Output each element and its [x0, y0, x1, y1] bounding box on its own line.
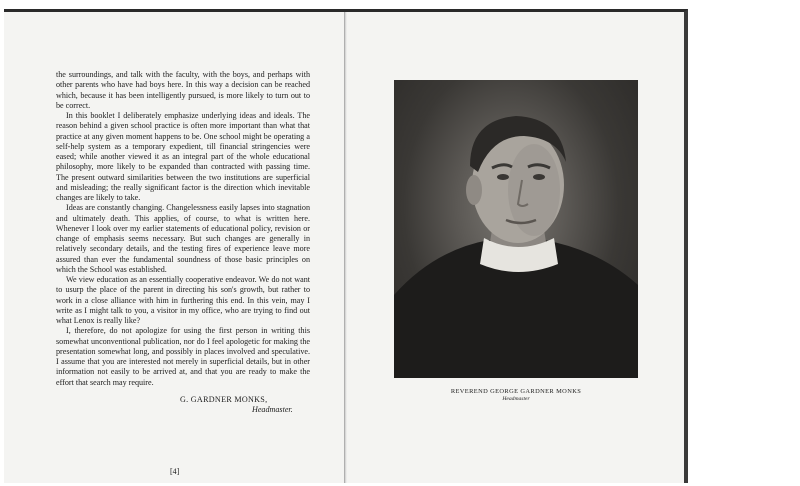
- paragraph: In this booklet I deliberately emphasize underlying ideas and ideals. The reason behind a given school practice is often more important than what that practice at any given moment happens to be. One school might be operating a self-help system as a temporary expedient, till financial stringencies were eased; while another viewed it as an integral part of the whole educational philosophy, more likely to be expanded than contracted with passing time. The present outward similarities between the two institutions are superficial and misleading; the really significant factor is the direction which inevitable changes are likely to take.: [56, 111, 310, 202]
- paragraph: the surroundings, and talk with the faculty, with the boys, and perhaps with other parents who have had boys here. In this way a decision can be reached which, because it has been intelligently pursued, is more likely to turn out to be correct.: [56, 70, 310, 110]
- paragraph: I, therefore, do not apologize for using the first person in writing this somewhat unconventional publication, nor do I feel apologetic for making the presentation somewhat long, and possibly in places involved and speculative. I assume that you are interested not merely in superficial details, but in other information not easily to be arrived at, and that you are ready to make the effort that search may require.: [56, 326, 310, 387]
- photo-caption: [424, 388, 608, 402]
- page-number: [4]: [170, 467, 180, 476]
- caption-title: Headmaster: [502, 396, 530, 402]
- book-gutter: [344, 12, 347, 483]
- paragraph: We view education as an essentially cooperative endeavor. We do not want to usurp the place of the parent in directing his son's growth, but rather to work in a close alliance with him in furthering this end. In this vein, may I write as I might talk to you, a visitor in my office, who are trying to find out what Lenox is really like?: [56, 275, 310, 325]
- book-spread: [4, 9, 688, 483]
- signature: [56, 395, 310, 416]
- signature-title: Headmaster.: [252, 405, 293, 414]
- caption-name: REVEREND GEORGE GARDNER MONKS: [450, 388, 582, 395]
- paragraph: Ideas are constantly changing. Changelessness easily lapses into stagnation and ultimately death. This applies, of course, to what is written here. Whenever I look over my earlier statements of educational policy, revision or change of emphasis seems necessary. But such changes are generally in relatively secondary details, and the testing fires of experience leave more assured than ever the fundamental soundness of those basic principles on which the School was established.: [56, 203, 310, 274]
- portrait-illustration: [394, 80, 638, 378]
- signature-name: G. GARDNER MONKS,: [180, 394, 268, 404]
- left-page-text: [56, 70, 310, 415]
- portrait-photo: [394, 80, 638, 378]
